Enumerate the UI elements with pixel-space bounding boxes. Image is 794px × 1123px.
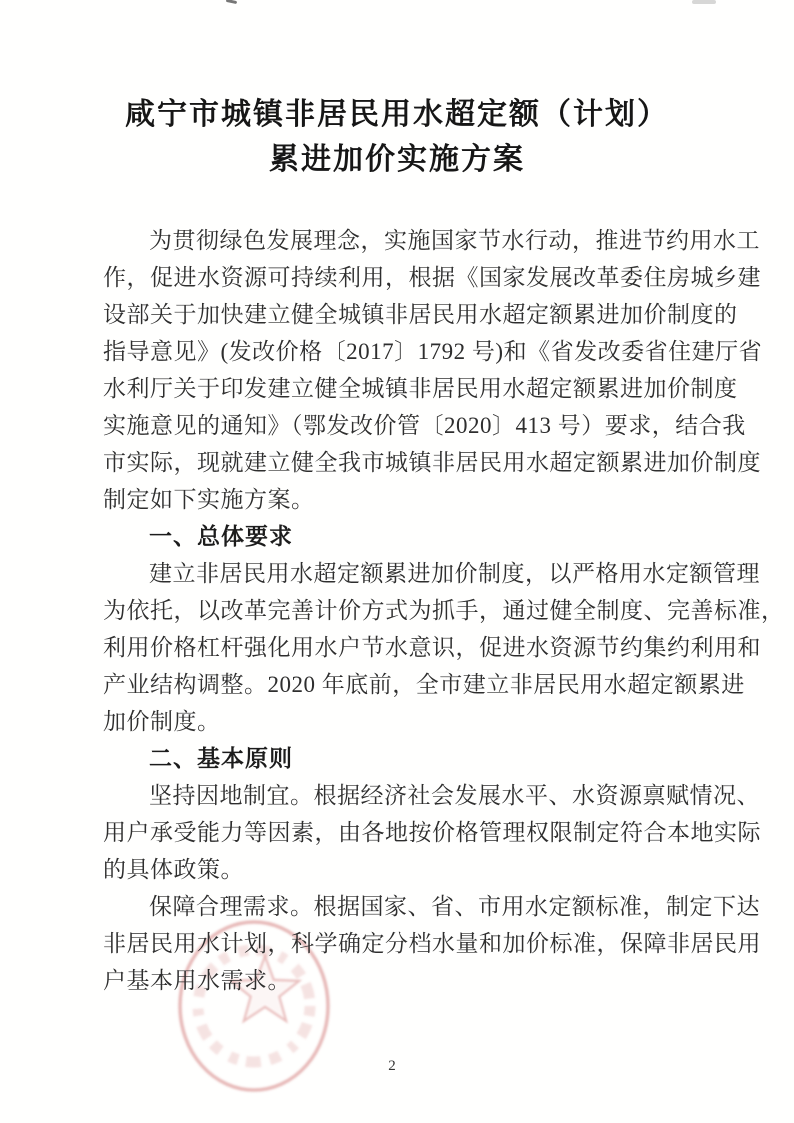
text-line: 作，促进水资源可持续利用，根据《国家发展改革委住房城乡建 <box>103 265 761 290</box>
title-line-1: 咸宁市城镇非居民用水超定额（计划） <box>125 98 669 131</box>
scan-artifact <box>692 0 716 4</box>
section-heading: 一、总体要求 <box>149 523 293 549</box>
text-line: 制定如下实施方案。 <box>103 487 315 512</box>
text-line: 水利厅关于印发建立健全城镇非居民用水超定额累进加价制度 <box>103 376 738 401</box>
text-line: 设部关于加快建立健全城镇非居民用水超定额累进加价制度的 <box>103 302 738 327</box>
text-line: 指导意见》(发改价格〔2017〕1792 号)和《省发改委省住建厅省 <box>103 339 763 364</box>
title-line-2: 累进加价实施方案 <box>269 143 525 176</box>
page-number: 2 <box>388 1058 396 1074</box>
document-body <box>103 222 785 999</box>
text-line: 用户承受能力等因素，由各地按价格管理权限制定符合本地实际 <box>103 820 761 845</box>
text-line: 市实际，现就建立健全我市城镇非居民用水超定额累进加价制度 <box>103 450 761 475</box>
text-line: 产业结构调整。2020 年底前，全市建立非居民用水超定额累进 <box>103 672 745 697</box>
text-line: 利用价格杠杆强化用水户节水意识，促进水资源节约集约利用和 <box>103 635 761 660</box>
scan-artifact <box>226 0 237 4</box>
text-line: 加价制度。 <box>103 709 221 734</box>
text-line: 户基本用水需求。 <box>103 968 291 993</box>
text-line: 的具体政策。 <box>103 857 244 882</box>
text-line: 保障合理需求。根据国家、省、市用水定额标准，制定下达 <box>149 894 760 919</box>
text-line: 非居民用水计划，科学确定分档水量和加价标准，保障非居民用 <box>103 931 761 956</box>
document-title <box>0 92 794 182</box>
text-line: 为依托，以改革完善计价方式为抓手，通过健全制度、完善标准， <box>103 598 785 623</box>
text-line: 为贯彻绿色发展理念，实施国家节水行动，推进节约用水工 <box>149 228 760 253</box>
text-line: 坚持因地制宜。根据经济社会发展水平、水资源禀赋情况、 <box>149 783 760 808</box>
text-line: 建立非居民用水超定额累进加价制度，以严格用水定额管理 <box>149 561 760 586</box>
text-line: 实施意见的通知》（鄂发改价管〔2020〕413 号）要求，结合我 <box>103 413 746 438</box>
section-heading: 二、基本原则 <box>149 745 293 771</box>
